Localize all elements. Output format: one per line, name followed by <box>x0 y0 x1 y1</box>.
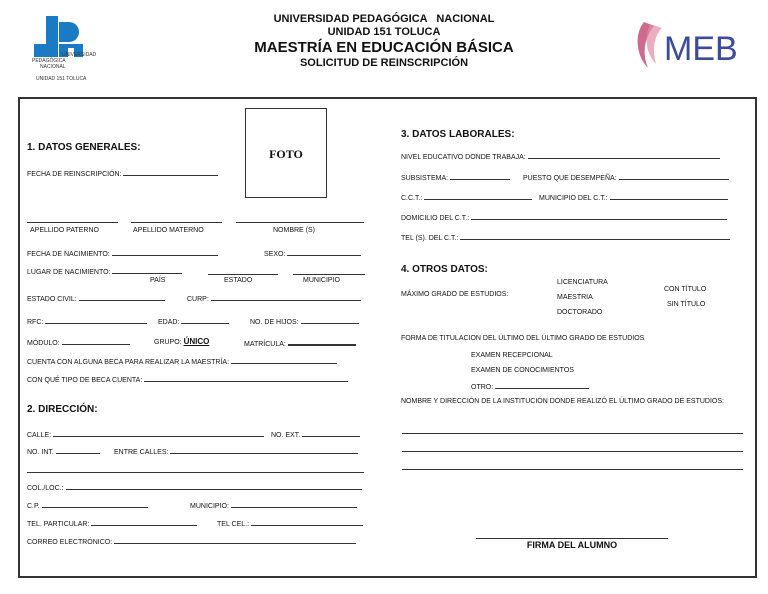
photo-label: FOTO <box>269 147 303 161</box>
age-field[interactable] <box>181 316 229 324</box>
unit-title: UNIDAD 151 TOLUCA <box>327 26 441 38</box>
rfc-field[interactable] <box>45 316 147 324</box>
birth-municipality-line[interactable] <box>293 274 365 275</box>
program-title: MAESTRÍA EN EDUCACIÓN BÁSICA <box>254 39 514 56</box>
ct-phone-label: TEL (S). DEL C.T.: <box>401 235 459 242</box>
sex-field[interactable] <box>287 248 361 256</box>
module-field[interactable] <box>62 337 130 345</box>
degree-maestria[interactable]: MAESTRIA <box>557 294 593 301</box>
signature-line[interactable] <box>476 538 668 539</box>
work-level-field[interactable] <box>528 151 720 159</box>
ext-no-label: NO. EXT. <box>271 432 301 439</box>
int-no-label: NO. INT. <box>27 449 54 456</box>
reinscription-date-field[interactable] <box>123 168 218 176</box>
street-label: CALLE: <box>27 432 52 439</box>
birth-date-label: FECHA DE NACIMIENTO: <box>27 251 110 258</box>
title-with[interactable]: CON TÍTULO <box>664 286 707 293</box>
general-heading: 1. DATOS GENERALES: <box>27 142 141 153</box>
option-conocimientos[interactable]: EXAMEN DE CONOCIMIENTOS <box>471 367 574 374</box>
surname-maternal-label: APELLIDO MATERNO <box>133 227 204 234</box>
enrollment-field[interactable] <box>288 337 356 346</box>
position-field[interactable] <box>619 172 729 180</box>
between-label: ENTRE CALLES: <box>114 449 169 456</box>
module-label: MÓDULO: <box>27 340 60 347</box>
ct-label: C.C.T.: <box>401 195 423 202</box>
municipality-label: MUNICIPIO <box>303 277 340 284</box>
surname-paternal-label: APELLIDO PATERNO <box>30 227 99 234</box>
birth-state-line[interactable] <box>208 274 278 275</box>
int-no-field[interactable] <box>56 446 100 454</box>
colony-field[interactable] <box>66 482 362 490</box>
logo-line2: PEDAGÓGICA <box>32 58 66 64</box>
work-level-label: NIVEL EDUCATIVO DONDE TRABAJA: <box>401 154 526 161</box>
degree-doctorado[interactable]: DOCTORADO <box>557 309 603 316</box>
ext-no-field[interactable] <box>302 429 360 437</box>
scholarship-type-field[interactable] <box>144 374 348 382</box>
birth-place-label: LUGAR DE NACIMIENTO: <box>27 269 111 276</box>
reinscription-date-label: FECHA DE REINSCRIPCIÓN: <box>27 171 122 178</box>
ct-municipality-label: MUNICIPIO DEL C.T.: <box>539 195 608 202</box>
curp-label: CURP: <box>187 296 209 303</box>
name-label: NOMBRE (S) <box>273 227 315 234</box>
cell-label: TEL CEL.: <box>217 521 250 528</box>
children-field[interactable] <box>301 316 359 324</box>
meb-logo-text: MEB <box>664 30 738 68</box>
colony-label: COL./LOC.: <box>27 485 64 492</box>
enrollment-label: MATRÍCULA: <box>244 341 286 348</box>
between-field[interactable] <box>170 446 358 454</box>
ct-address-field[interactable] <box>471 212 727 220</box>
address-municipality-field[interactable] <box>231 500 357 508</box>
email-field[interactable] <box>114 536 356 544</box>
ct-municipality-field[interactable] <box>610 192 728 200</box>
zip-field[interactable] <box>42 500 148 508</box>
logo-line1: UNIVERSIDAD <box>62 52 97 58</box>
institution-line-1[interactable] <box>402 433 743 434</box>
state-label: ESTADO <box>224 277 253 284</box>
ct-address-label: DOMICILIO DEL C.T.: <box>401 215 470 222</box>
max-degree-label: MÁXIMO GRADO DE ESTUDIOS: <box>401 291 509 298</box>
signature-label: FIRMA DEL ALUMNO <box>526 540 618 550</box>
work-heading: 3. DATOS LABORALES: <box>401 129 515 140</box>
birth-date-field[interactable] <box>112 248 218 256</box>
option-otro-field[interactable] <box>495 381 589 389</box>
name-line[interactable] <box>236 222 364 223</box>
other-heading: 4. OTROS DATOS: <box>401 264 488 275</box>
sex-label: SEXO: <box>264 251 286 258</box>
logo-unit: UNIDAD 151 TOLUCA <box>36 76 87 82</box>
street-field[interactable] <box>53 429 264 437</box>
ct-field[interactable] <box>424 192 532 200</box>
civil-status-field[interactable] <box>79 293 165 301</box>
group-label: GRUPO: <box>154 339 182 346</box>
titling-form-label: FORMA DE TITULACION DEL ÚLTIMO DEL ÚLTIMO GRADO DE ESTUDIOS <box>401 335 645 342</box>
ct-phone-field[interactable] <box>460 232 730 240</box>
zip-label: C.P. <box>27 503 40 510</box>
institution-line-2[interactable] <box>402 451 743 452</box>
option-recepcional[interactable]: EXAMEN RECEPCIONAL <box>471 352 553 359</box>
degree-licenciatura[interactable]: LICENCIATURA <box>557 279 608 286</box>
surname-paternal-line[interactable] <box>27 222 118 223</box>
institution-line-3[interactable] <box>402 469 743 470</box>
children-label: NO. DE HIJOS: <box>250 319 299 326</box>
address-heading: 2. DIRECCIÓN: <box>27 404 98 415</box>
subsystem-field[interactable] <box>450 172 510 180</box>
surname-maternal-line[interactable] <box>131 222 222 223</box>
phone-label: TEL. PARTICULAR: <box>27 521 90 528</box>
meb-logo-icon <box>630 14 750 74</box>
country-label: PAÍS <box>150 277 166 284</box>
phone-field[interactable] <box>91 518 197 526</box>
cell-field[interactable] <box>251 518 363 526</box>
title-without[interactable]: SIN TÍTULO <box>667 301 706 308</box>
curp-field[interactable] <box>211 293 361 301</box>
institution-label: NOMBRE Y DIRECCIÓN DE LA INSTITUCIÓN DONDE REALIZÓ EL ÚLTIMO GRADO DE ESTUDIOS: <box>401 398 724 405</box>
scholarship-field[interactable] <box>231 356 337 364</box>
scholarship-type-label: CON QUÉ TIPO DE BECA CUENTA: <box>27 377 143 384</box>
option-otro[interactable]: OTRO: <box>471 384 494 391</box>
group-value: ÚNICO <box>183 337 210 346</box>
age-label: EDAD: <box>158 319 180 326</box>
photo-box <box>245 108 327 198</box>
form-title: SOLICITUD DE REINSCRIPCIÓN <box>299 57 469 69</box>
address-municipality-label: MUNICIPIO: <box>190 503 229 510</box>
civil-status-label: ESTADO CIVIL: <box>27 296 77 303</box>
position-label: PUESTO QUE DESEMPEÑA: <box>523 175 617 182</box>
between-line-2[interactable] <box>27 472 364 473</box>
email-label: CORREO ELECTRÓNICO: <box>27 539 113 546</box>
university-title: UNIVERSIDAD PEDAGÓGICA NACIONAL <box>273 13 495 25</box>
birth-country-field[interactable] <box>112 266 182 274</box>
subsystem-label: SUBSISTEMA: <box>401 175 449 182</box>
logo-line3: NACIONAL <box>40 64 66 70</box>
meb-logo <box>630 14 750 74</box>
rfc-label: RFC: <box>27 319 44 326</box>
scholarship-label: CUENTA CON ALGUNA BECA PARA REALIZAR LA MAESTRÍA: <box>27 359 230 366</box>
